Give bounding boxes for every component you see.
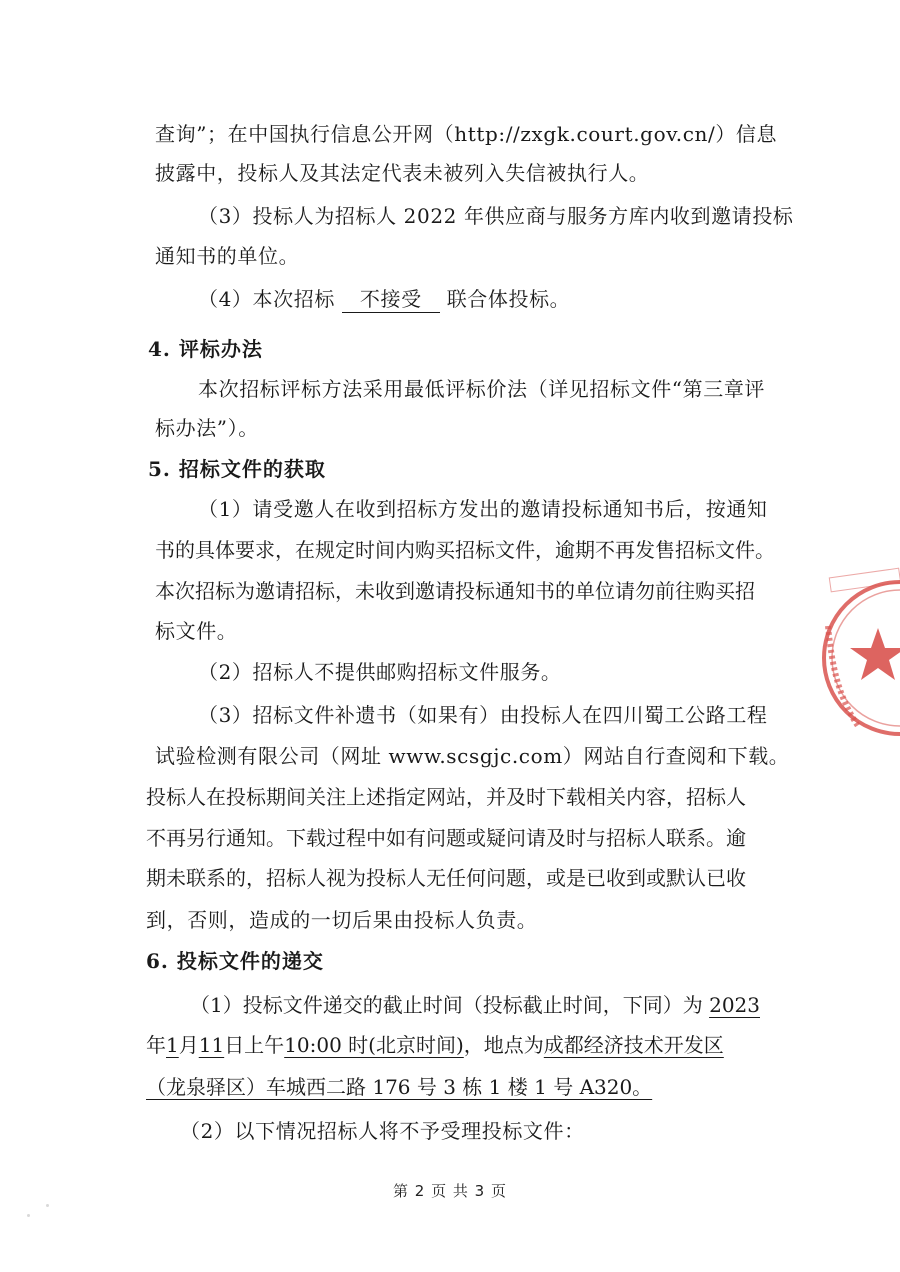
body-line-19: 期未联系的，招标人视为投标人无任何问题，或是已收到或默认已收 bbox=[146, 866, 746, 890]
body-line-13: 标文件。 bbox=[155, 619, 238, 643]
body-line-25: （2）以下情况招标人将不予受理投标文件： bbox=[180, 1119, 585, 1143]
deadline-day: 11 bbox=[198, 1033, 225, 1057]
deadline-location-part1: 成都经济技术开发区 bbox=[543, 1033, 724, 1057]
body-line-17: 投标人在投标期间关注上述指定网站，并及时下载相关内容，招标人 bbox=[146, 785, 746, 809]
deadline-year: 2023 bbox=[709, 993, 760, 1017]
page-footer: 第 2 页 共 3 页 bbox=[393, 1182, 507, 1200]
body-line-23: 年1月11日上午10:00 时(北京时间)，地点为成都经济技术开发区 bbox=[146, 1033, 724, 1057]
body-line-14: （2）招标人不提供邮购招标文件服务。 bbox=[198, 660, 562, 684]
body-line-7: 本次招标评标方法采用最低评标价法（详见招标文件“第三章评 bbox=[198, 377, 766, 401]
body-line-18: 不再另行通知。下载过程中如有问题或疑问请及时与招标人联系。逾 bbox=[146, 826, 746, 850]
body-line-5: （4）本次招标 不接受 联合体投标。 bbox=[198, 287, 571, 311]
body-line-11: 书的具体要求，在规定时间内购买招标文件，逾期不再发售招标文件。 bbox=[155, 538, 775, 562]
body-line-24 bbox=[0, 1069, 900, 1105]
seal-star bbox=[850, 628, 900, 680]
body-line-1: 查询”；在中国执行信息公开网（http://zxgk.court.gov.cn/）信息 bbox=[155, 122, 778, 146]
body-line-10: （1）请受邀人在收到招标方发出的邀请投标通知书后，按通知 bbox=[198, 497, 768, 521]
section-heading-6: 6. 投标文件的递交 bbox=[146, 949, 324, 973]
scan-speck bbox=[46, 1204, 49, 1207]
deadline-location-part2: （龙泉驿区）车城西二路 176 号 3 栋 1 楼 1 号 A320。 bbox=[146, 1075, 653, 1099]
deadline-month: 1 bbox=[166, 1033, 179, 1057]
body-line-4: 通知书的单位。 bbox=[155, 244, 300, 268]
body-line-3: （3）投标人为招标人 2022 年供应商与服务方库内收到邀请投标 bbox=[198, 204, 794, 228]
body-line-22: （1）投标文件递交的截止时间（投标截止时间，下同）为 2023 bbox=[190, 993, 760, 1017]
seal-number-strip bbox=[829, 568, 900, 592]
deadline-time: 10:00 时(北京时间) bbox=[284, 1033, 464, 1057]
body-line-16: 试验检测有限公司（网址 www.scsgjc.com）网站自行查阅和下载。 bbox=[155, 744, 790, 768]
body-line-2: 披露中，投标人及其法定代表未被列入失信被执行人。 bbox=[155, 161, 650, 185]
body-line-12: 本次招标为邀请招标，未收到邀请投标通知书的单位请勿前往购买招 bbox=[155, 579, 755, 603]
official-seal-icon bbox=[818, 566, 900, 766]
body-line-20: 到，否则，造成的一切后果由投标人负责。 bbox=[146, 908, 538, 932]
body-line-15: （3）招标文件补遗书（如果有）由投标人在四川蜀工公路工程 bbox=[198, 703, 768, 727]
body-line-8: 标办法”）。 bbox=[155, 416, 259, 440]
scan-speck bbox=[27, 1214, 30, 1217]
fill-in-blank: 不接受 bbox=[342, 286, 440, 313]
section-heading-5: 5. 招标文件的获取 bbox=[148, 457, 326, 481]
section-heading-4: 4. 评标办法 bbox=[148, 337, 263, 361]
